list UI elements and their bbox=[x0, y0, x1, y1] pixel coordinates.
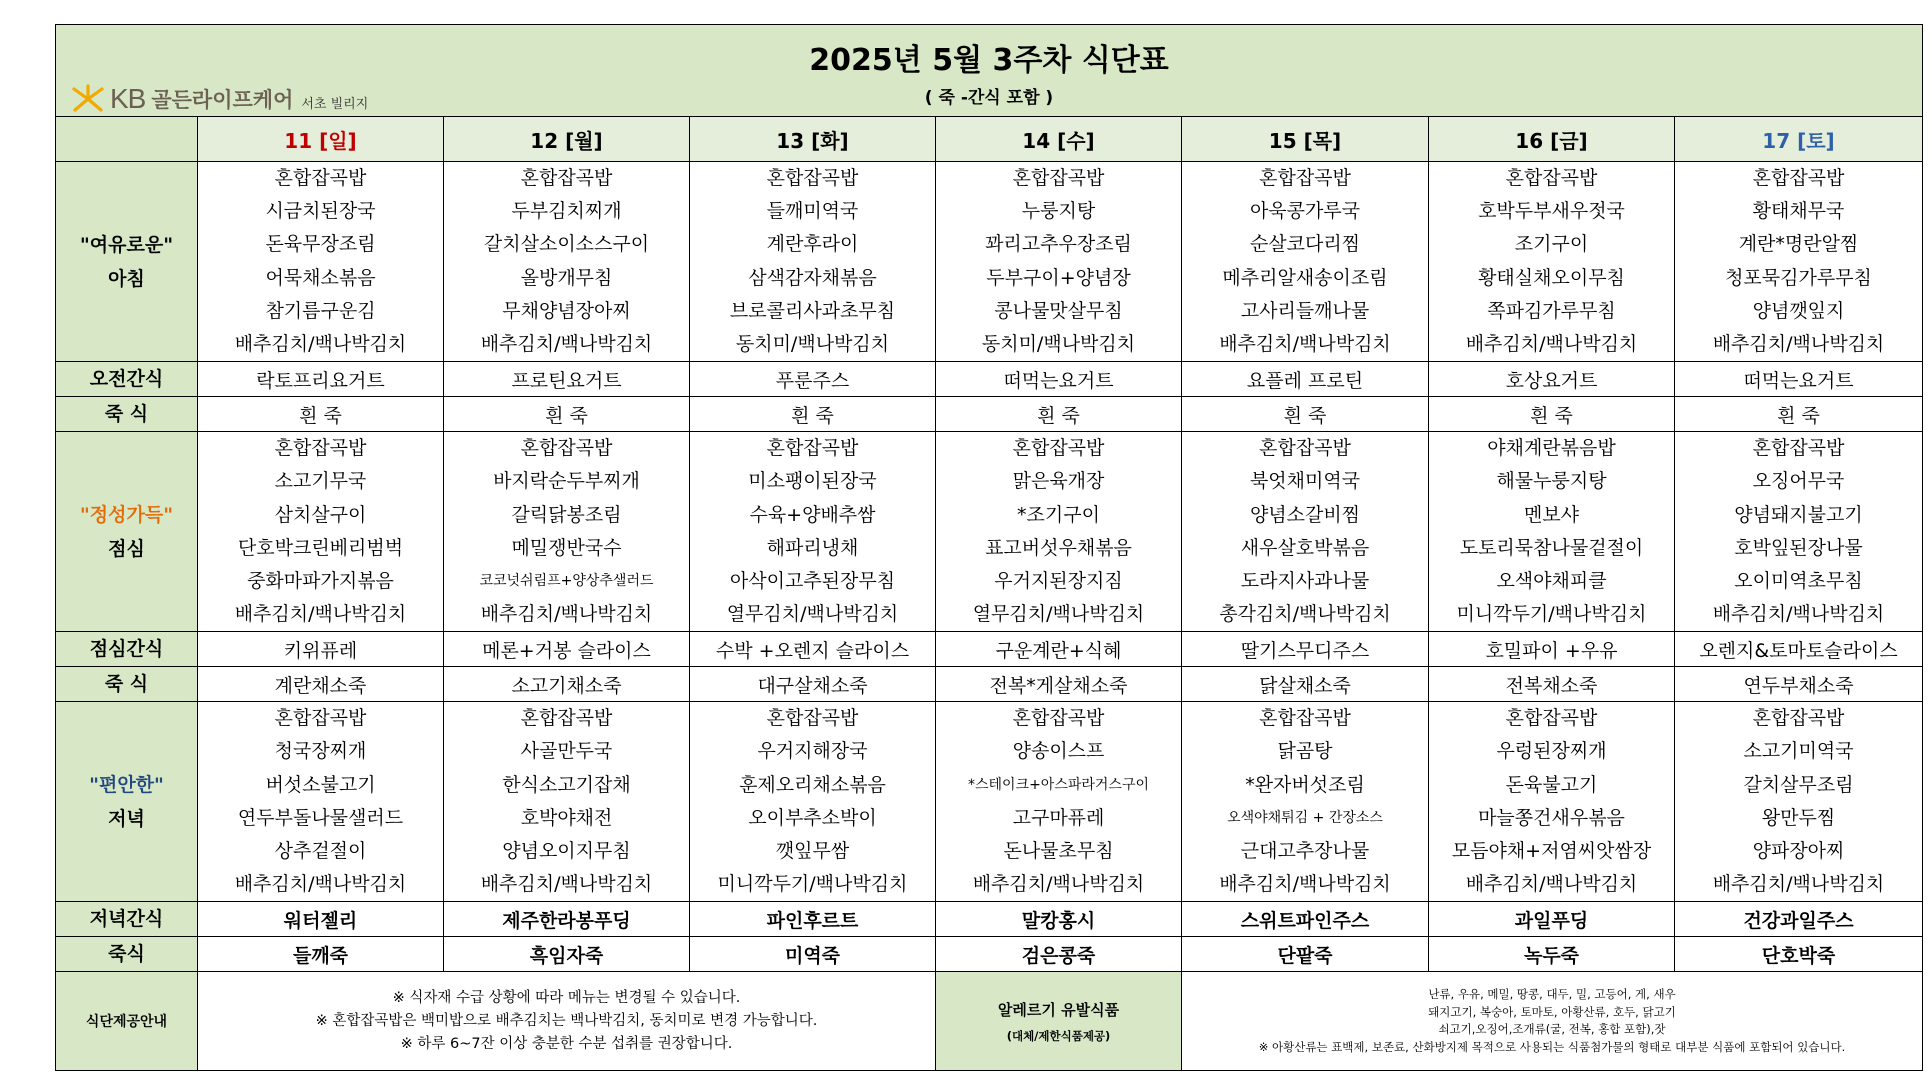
menu-item: 양념돼지불고기 bbox=[1734, 503, 1863, 526]
allergy-subtitle: (대체/제한식품제공) bbox=[1006, 1028, 1111, 1043]
menu-item: 혼합잡곡밥 bbox=[520, 707, 613, 730]
menu-item: 계란*명란알찜 bbox=[1738, 233, 1859, 256]
menu-item: 들깨미역국 bbox=[766, 200, 859, 223]
menu-item: 혼합잡곡밥 bbox=[1752, 707, 1845, 730]
dinner_snack-label: 저녁간식 bbox=[56, 902, 198, 937]
notice-line: ※ 하루 6~7잔 이상 충분한 수분 섭취를 권장합니다. bbox=[400, 1035, 733, 1052]
allergy-title: 알레르기 유발식품 bbox=[997, 1000, 1120, 1019]
menu-item: 배추김치/백나박김치 bbox=[1219, 332, 1391, 355]
morning_snack-item-day-5: 호상요거트 bbox=[1429, 362, 1675, 397]
menu-item: 오이부추소박이 bbox=[748, 806, 877, 829]
menu-sheet bbox=[55, 24, 1922, 1071]
menu-item: 삼색감자채볶음 bbox=[748, 266, 877, 289]
menu-item: 도토리묵참나물겉절이 bbox=[1459, 536, 1644, 559]
porridge2-label: 죽 식 bbox=[56, 667, 198, 702]
allergy-line: 난류, 우유, 메밀, 땅콩, 대두, 밀, 고등어, 게, 새우 bbox=[1428, 987, 1676, 1002]
lunch_snack-row bbox=[56, 632, 1923, 667]
allergy-line: 쇠고기,오징어,조개류(굴, 전복, 홍합 포함),잣 bbox=[1438, 1022, 1666, 1037]
menu-item: 우거지된장지짐 bbox=[994, 569, 1123, 592]
page-subtitle: ( 죽 -간식 포함 ) bbox=[924, 88, 1054, 108]
menu-item: 배추김치/백나박김치 bbox=[1465, 332, 1638, 355]
porridge3-item-day-2: 미역죽 bbox=[690, 937, 936, 972]
menu-item: *완자버섯조림 bbox=[1245, 773, 1365, 796]
dinner-meal-label: 저녁 bbox=[108, 807, 145, 830]
menu-item: 혼합잡곡밥 bbox=[1752, 437, 1845, 460]
menu-item: 올방개무침 bbox=[520, 266, 613, 289]
morning_snack-item-day-3: 떠먹는요거트 bbox=[936, 362, 1182, 397]
breakfast-menu-day-1 bbox=[444, 162, 690, 362]
day-header-3: 14 [수] bbox=[936, 117, 1182, 162]
menu-item: 배추김치/백나박김치 bbox=[1712, 603, 1885, 626]
lunch-menu-day-3 bbox=[936, 432, 1182, 632]
menu-item: 양송이스프 bbox=[1012, 740, 1105, 763]
menu-item: 연두부돌나물샐러드 bbox=[237, 806, 404, 829]
dinner_snack-item-day-5: 과일푸딩 bbox=[1429, 902, 1675, 937]
morning_snack-item-day-0: 락토프리요거트 bbox=[198, 362, 444, 397]
menu-item: 미소팽이된장국 bbox=[748, 470, 877, 493]
menu-item: 멘보샤 bbox=[1523, 503, 1580, 526]
dinner_snack-item-day-6: 건강과일주스 bbox=[1675, 902, 1923, 937]
menu-item: 돈나물초무침 bbox=[1003, 840, 1114, 862]
menu-item: 두부김치찌개 bbox=[511, 200, 622, 223]
menu-item: 호박두부새우젓국 bbox=[1478, 200, 1625, 223]
menu-item: 혼합잡곡밥 bbox=[520, 167, 613, 189]
notice-line: ※ 식자재 수급 상황에 따라 메뉴는 변경될 수 있습니다. bbox=[392, 989, 741, 1006]
porridge1-row bbox=[56, 397, 1923, 432]
menu-item: 배추김치/백나박김치 bbox=[1712, 332, 1885, 355]
day-header-row bbox=[56, 117, 1923, 162]
breakfast-menu-day-5 bbox=[1429, 162, 1675, 362]
notice-cell bbox=[198, 972, 936, 1071]
menu-item: 미니깍두기/백나박김치 bbox=[1456, 603, 1647, 626]
menu-item: 청국장찌개 bbox=[274, 740, 367, 763]
menu-item: 혼합잡곡밥 bbox=[1752, 167, 1845, 189]
menu-item: 돈육불고기 bbox=[1505, 773, 1598, 796]
footer-row bbox=[56, 972, 1923, 1071]
dinner_snack-item-day-2: 파인후르트 bbox=[690, 902, 936, 937]
breakfast-row bbox=[56, 162, 1923, 362]
menu-item: 배추김치/백나박김치 bbox=[480, 332, 653, 355]
lunch_snack-item-day-3: 구운계란+식혜 bbox=[936, 632, 1182, 667]
dinner_snack-item-day-0: 워터젤리 bbox=[198, 902, 444, 937]
menu-item: 마늘쫑건새우볶음 bbox=[1478, 806, 1625, 829]
porridge2-item-day-2: 대구살채소죽 bbox=[690, 667, 936, 702]
breakfast-menu-day-3 bbox=[936, 162, 1182, 362]
lunch-row bbox=[56, 432, 1923, 632]
menu-item: 배추김치/백나박김치 bbox=[1465, 873, 1638, 896]
lunch-meal-label: 점심 bbox=[108, 537, 145, 560]
breakfast-menu-day-6 bbox=[1675, 162, 1923, 362]
menu-item: 브로콜리사과초무침 bbox=[729, 299, 896, 322]
day-header-5: 16 [금] bbox=[1429, 117, 1675, 162]
dinner-menu-day-6 bbox=[1675, 702, 1923, 902]
title-cell bbox=[56, 25, 1923, 117]
dinner_snack-item-day-4: 스위트파인주스 bbox=[1182, 902, 1429, 937]
menu-item: 메추리알새송이조림 bbox=[1222, 266, 1388, 289]
porridge2-item-day-1: 소고기채소죽 bbox=[444, 667, 690, 702]
menu-item: 호박야채전 bbox=[520, 806, 613, 829]
menu-item: 오색야채피클 bbox=[1496, 569, 1607, 592]
menu-item: 배추김치/백나박김치 bbox=[1712, 873, 1885, 896]
star-logo-icon bbox=[70, 84, 106, 114]
lunch-meal-title: "정성가득" bbox=[79, 503, 174, 526]
menu-item: 혼합잡곡밥 bbox=[766, 167, 859, 189]
menu-item: 양념깻잎지 bbox=[1752, 299, 1845, 322]
dinner-menu-day-2 bbox=[690, 702, 936, 902]
menu-item: 무채양념장아찌 bbox=[502, 299, 631, 322]
porridge3-item-day-6: 단호박죽 bbox=[1675, 937, 1923, 972]
dinner-row bbox=[56, 702, 1923, 902]
dinner-label-cell bbox=[56, 702, 198, 902]
menu-item: 표고버섯우채볶음 bbox=[985, 536, 1132, 559]
porridge2-item-day-0: 계란채소죽 bbox=[198, 667, 444, 702]
menu-item: *조기구이 bbox=[1017, 503, 1100, 526]
menu-item: 해물누룽지탕 bbox=[1496, 470, 1607, 493]
menu-item: 해파리냉채 bbox=[766, 536, 859, 559]
morning_snack-item-day-1: 프로틴요거트 bbox=[444, 362, 690, 397]
menu-item: 바지락순두부찌개 bbox=[493, 470, 640, 493]
menu-item: 콩나물맛살무침 bbox=[994, 299, 1123, 322]
menu-item: 미니깍두기/백나박김치 bbox=[717, 873, 908, 896]
lunch-menu-day-2 bbox=[690, 432, 936, 632]
day-header-4: 15 [목] bbox=[1182, 117, 1429, 162]
porridge1-label: 죽 식 bbox=[56, 397, 198, 432]
logo-kb-text: KB bbox=[110, 83, 146, 114]
menu-item: 도라지사과나물 bbox=[1240, 569, 1370, 592]
menu-item: 양파장아찌 bbox=[1752, 840, 1845, 862]
menu-item: 상추겉절이 bbox=[274, 840, 367, 862]
breakfast-label-cell bbox=[56, 162, 198, 362]
breakfast-menu-day-0 bbox=[198, 162, 444, 362]
menu-item: 혼합잡곡밥 bbox=[766, 707, 859, 730]
menu-item: 배추김치/백나박김치 bbox=[234, 603, 407, 626]
allergy-line: ※ 아황산류는 표백제, 보존료, 산화방지제 목적으로 사용되는 식품첨가물의 형태로 대부분 식품에 포함되어 있습니다. bbox=[1258, 1039, 1846, 1054]
menu-item: 갈치살소이소스구이 bbox=[483, 233, 650, 256]
porridge2-item-day-3: 전복*게살채소죽 bbox=[936, 667, 1182, 702]
morning_snack-row bbox=[56, 362, 1923, 397]
menu-item: 우렁된장찌개 bbox=[1496, 740, 1607, 763]
dinner-menu-day-0 bbox=[198, 702, 444, 902]
menu-item: 갈치살무조림 bbox=[1743, 773, 1854, 796]
menu-item: 누룽지탕 bbox=[1021, 200, 1096, 223]
lunch-menu-day-5 bbox=[1429, 432, 1675, 632]
menu-item: 야채계란볶음밥 bbox=[1487, 437, 1616, 460]
menu-item: 혼합잡곡밥 bbox=[766, 437, 859, 460]
menu-item: 배추김치/백나박김치 bbox=[1219, 873, 1391, 896]
menu-item: 고구마퓨레 bbox=[1012, 806, 1105, 829]
porridge2-item-day-6: 연두부채소죽 bbox=[1675, 667, 1923, 702]
porridge2-item-day-4: 닭살채소죽 bbox=[1182, 667, 1429, 702]
day-header-2: 13 [화] bbox=[690, 117, 936, 162]
menu-item: 혼합잡곡밥 bbox=[1259, 167, 1351, 189]
menu-item: 메밀쟁반국수 bbox=[511, 536, 622, 559]
allergy-line: 돼지고기, 복숭아, 토마토, 아황산류, 호두, 닭고기 bbox=[1428, 1004, 1676, 1019]
menu-item: 어묵채소볶음 bbox=[265, 266, 376, 289]
menu-item: 사골만두국 bbox=[520, 740, 613, 763]
menu-item: 한식소고기잡채 bbox=[502, 773, 631, 796]
menu-item: 북엇채미역국 bbox=[1249, 470, 1361, 493]
menu-item: 단호박크린베리범벅 bbox=[237, 536, 404, 559]
lunch_snack-item-day-2: 수박 +오렌지 슬라이스 bbox=[690, 632, 936, 667]
logo-branch-name: 서초 빌리지 bbox=[301, 96, 369, 112]
menu-item: 배추김치/백나박김치 bbox=[480, 873, 653, 896]
menu-item: 양념소갈비찜 bbox=[1249, 503, 1361, 526]
porridge3-item-day-4: 단팥죽 bbox=[1182, 937, 1429, 972]
menu-item: 깻잎무쌈 bbox=[775, 840, 850, 862]
menu-item: 황태실채오이무침 bbox=[1478, 266, 1625, 289]
dinner-menu-day-3 bbox=[936, 702, 1182, 902]
day-header-1: 12 [월] bbox=[444, 117, 690, 162]
menu-item: 황태채무국 bbox=[1752, 200, 1845, 223]
menu-item: 고사리들깨나물 bbox=[1240, 299, 1370, 322]
kb-logo bbox=[70, 83, 368, 115]
menu-item: 양념오이지무침 bbox=[502, 840, 631, 862]
menu-item: 혼합잡곡밥 bbox=[1012, 707, 1105, 730]
menu-item: 청포묵김가루무침 bbox=[1725, 266, 1872, 289]
menu-item: 호박잎된장나물 bbox=[1734, 536, 1863, 559]
menu-item: 갈릭닭봉조림 bbox=[511, 503, 622, 526]
menu-item: 아삭이고추된장무침 bbox=[729, 569, 896, 592]
lunch-menu-day-0 bbox=[198, 432, 444, 632]
day-header-6: 17 [토] bbox=[1675, 117, 1923, 162]
menu-item: 버섯소불고기 bbox=[265, 773, 376, 796]
day-header-0: 11 [일] bbox=[198, 117, 444, 162]
menu-item: 혼합잡곡밥 bbox=[1505, 707, 1598, 730]
lunch_snack-item-day-6: 오렌지&토마토슬라이스 bbox=[1675, 632, 1923, 667]
menu-item: 소고기미역국 bbox=[1743, 740, 1854, 763]
dinner-meal-title: "편안한" bbox=[89, 773, 164, 796]
breakfast-meal-label: 아침 bbox=[108, 267, 145, 290]
menu-item: 혼합잡곡밥 bbox=[1012, 167, 1105, 189]
dinner_snack-row bbox=[56, 902, 1923, 937]
menu-item: 두부구이+양념장 bbox=[986, 266, 1131, 289]
porridge1-item-day-4: 흰 죽 bbox=[1182, 397, 1429, 432]
menu-item: 중화마파가지볶음 bbox=[247, 569, 394, 592]
menu-item: *스테이크+아스파라거스구이 bbox=[967, 776, 1150, 793]
porridge1-item-day-5: 흰 죽 bbox=[1429, 397, 1675, 432]
weekly-menu-table bbox=[55, 24, 1923, 1071]
allergy-list-cell bbox=[1182, 972, 1923, 1071]
menu-item: 근대고추장나물 bbox=[1240, 840, 1370, 862]
menu-item: 소고기무국 bbox=[274, 470, 367, 493]
menu-item: 오이미역초무침 bbox=[1734, 569, 1863, 592]
menu-item: 아욱콩가루국 bbox=[1249, 200, 1361, 223]
page-title: 2025년 5월 3주차 식단표 bbox=[809, 43, 1169, 78]
porridge1-item-day-3: 흰 죽 bbox=[936, 397, 1182, 432]
porridge3-row bbox=[56, 937, 1923, 972]
menu-item: 동치미/백나박김치 bbox=[981, 332, 1136, 355]
menu-item: 쪽파김가루무침 bbox=[1487, 299, 1616, 322]
logo-company-name: 골든라이프케어 bbox=[151, 88, 294, 112]
menu-item: 혼합잡곡밥 bbox=[1505, 167, 1598, 189]
lunch-menu-day-6 bbox=[1675, 432, 1923, 632]
lunch_snack-item-day-0: 키위퓨레 bbox=[198, 632, 444, 667]
breakfast-menu-day-4 bbox=[1182, 162, 1429, 362]
lunch_snack-item-day-1: 메론+거봉 슬라이스 bbox=[444, 632, 690, 667]
breakfast-menu-day-2 bbox=[690, 162, 936, 362]
menu-item: 수육+양배추쌈 bbox=[749, 503, 876, 526]
menu-item: 참기름구운김 bbox=[265, 299, 376, 322]
menu-item: 혼합잡곡밥 bbox=[1259, 707, 1351, 730]
menu-item: 배추김치/백나박김치 bbox=[972, 873, 1145, 896]
menu-item: 오색야채튀김 + 간장소스 bbox=[1227, 809, 1383, 826]
menu-item: 코코넛쉬림프+양상추샐러드 bbox=[479, 572, 654, 589]
morning_snack-item-day-2: 푸룬주스 bbox=[690, 362, 936, 397]
lunch_snack-item-day-5: 호밀파이 +우유 bbox=[1429, 632, 1675, 667]
dinner_snack-item-day-3: 말캉홍시 bbox=[936, 902, 1182, 937]
menu-item: 왕만두찜 bbox=[1761, 806, 1836, 829]
allergy-title-cell bbox=[936, 972, 1182, 1071]
porridge3-label: 죽식 bbox=[56, 937, 198, 972]
menu-item: 배추김치/백나박김치 bbox=[234, 873, 407, 896]
morning_snack-item-day-6: 떠먹는요거트 bbox=[1675, 362, 1923, 397]
corner-cell bbox=[56, 117, 198, 162]
porridge2-item-day-5: 전복채소죽 bbox=[1429, 667, 1675, 702]
dinner-menu-day-5 bbox=[1429, 702, 1675, 902]
porridge1-item-day-2: 흰 죽 bbox=[690, 397, 936, 432]
dinner_snack-item-day-1: 제주한라봉푸딩 bbox=[444, 902, 690, 937]
porridge3-item-day-5: 녹두죽 bbox=[1429, 937, 1675, 972]
menu-item: 돈육무장조림 bbox=[265, 233, 376, 256]
lunch-menu-day-1 bbox=[444, 432, 690, 632]
menu-item: 혼합잡곡밥 bbox=[274, 437, 367, 460]
notice-line: ※ 혼합잡곡밥은 백미밥으로 배추김치는 백나박김치, 동치미로 변경 가능합니다. bbox=[315, 1012, 818, 1029]
dinner-menu-day-1 bbox=[444, 702, 690, 902]
breakfast-meal-title: "여유로운" bbox=[79, 233, 174, 256]
menu-item: 닭곰탕 bbox=[1277, 740, 1333, 763]
menu-item: 오징어무국 bbox=[1752, 470, 1845, 493]
menu-item: 조기구이 bbox=[1514, 233, 1589, 256]
menu-item: 꽈리고추우장조림 bbox=[985, 233, 1132, 256]
menu-item: 혼합잡곡밥 bbox=[1259, 437, 1351, 460]
menu-item: 배추김치/백나박김치 bbox=[480, 603, 653, 626]
menu-item: 열무김치/백나박김치 bbox=[972, 603, 1145, 626]
menu-item: 훈제오리채소볶음 bbox=[739, 773, 886, 796]
menu-item: 순살코다리찜 bbox=[1249, 233, 1361, 256]
porridge2-row bbox=[56, 667, 1923, 702]
morning_snack-item-day-4: 요플레 프로틴 bbox=[1182, 362, 1429, 397]
menu-item: 배추김치/백나박김치 bbox=[234, 332, 407, 355]
menu-item: 계란후라이 bbox=[766, 233, 859, 256]
porridge3-item-day-0: 들깨죽 bbox=[198, 937, 444, 972]
menu-item: 시금치된장국 bbox=[265, 200, 376, 223]
menu-item: 우거지해장국 bbox=[757, 740, 868, 763]
lunch-menu-day-4 bbox=[1182, 432, 1429, 632]
lunch_snack-label: 점심간식 bbox=[56, 632, 198, 667]
porridge3-item-day-1: 흑임자죽 bbox=[444, 937, 690, 972]
menu-item: 새우살호박볶음 bbox=[1240, 536, 1370, 559]
menu-item: 모듬야채+저염씨앗쌈장 bbox=[1451, 840, 1652, 862]
menu-item: 열무김치/백나박김치 bbox=[726, 603, 899, 626]
menu-item: 동치미/백나박김치 bbox=[735, 332, 890, 355]
lunch_snack-item-day-4: 딸기스무디주스 bbox=[1182, 632, 1429, 667]
menu-item: 총각김치/백나박김치 bbox=[1219, 603, 1391, 626]
menu-item: 혼합잡곡밥 bbox=[274, 167, 367, 189]
menu-item: 혼합잡곡밥 bbox=[274, 707, 367, 730]
porridge1-item-day-1: 흰 죽 bbox=[444, 397, 690, 432]
porridge1-item-day-6: 흰 죽 bbox=[1675, 397, 1923, 432]
footer-label: 식단제공안내 bbox=[56, 972, 198, 1071]
menu-item: 혼합잡곡밥 bbox=[1012, 437, 1105, 460]
porridge3-item-day-3: 검은콩죽 bbox=[936, 937, 1182, 972]
menu-item: 삼치살구이 bbox=[274, 503, 367, 526]
menu-item: 맑은육개장 bbox=[1012, 470, 1105, 493]
lunch-label-cell bbox=[56, 432, 198, 632]
dinner-menu-day-4 bbox=[1182, 702, 1429, 902]
porridge1-item-day-0: 흰 죽 bbox=[198, 397, 444, 432]
menu-item: 혼합잡곡밥 bbox=[520, 437, 613, 460]
morning_snack-label: 오전간식 bbox=[56, 362, 198, 397]
